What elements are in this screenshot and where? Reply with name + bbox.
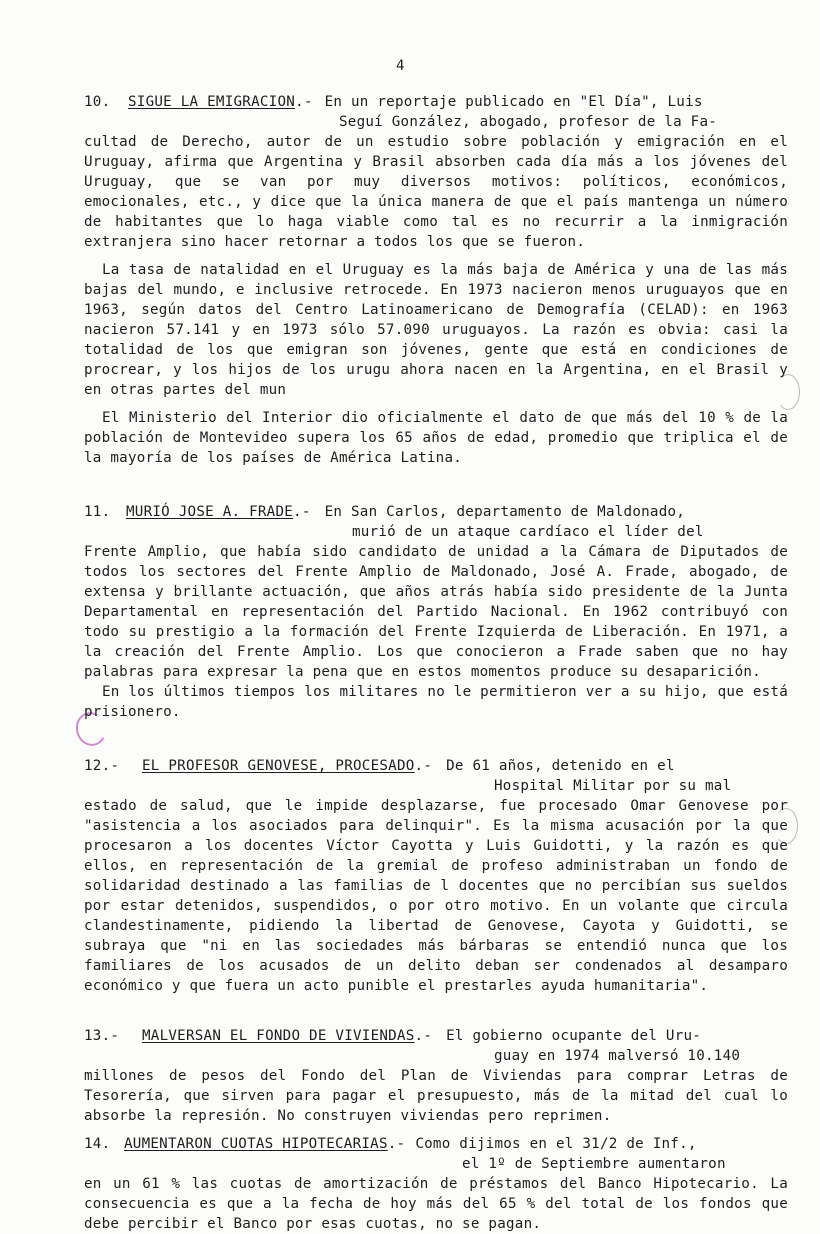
section-separator: .- xyxy=(414,758,433,774)
document-body xyxy=(84,92,788,1234)
section-title: EL PROFESOR GENOVESE, PROCESADO xyxy=(142,758,415,774)
section-paragraph: estado de salud, que le impide desplazarse, fue procesado Omar Genovese por "asistencia a los asociados para delinquir". Es la misma acusación por la que procesaron a los docentes Víctor Cayotta y Luis Guidotti, y la razón es que ellos, en representación de la gremial de profeso administraban un fondo de solidaridad destinado a las familias de l docentes que no percibían sus sueldos por estar detenidos, suspendidos, o por otro motivo. En un volante que circula clandestinamente, pidiendo la libertad de Genovese, Cayota y Guidotti, se subraya que "ni en las sociedades más bárbaras se entendió nunca que los familiares de los acusados de un delito deban ser condenados al desamparo económico y que fuera un acto punible el prestarles ayuda humanitaria". xyxy=(84,798,788,994)
section-lead-line: En un reportaje publicado en "El Día", Luis xyxy=(324,94,703,110)
section-heading xyxy=(84,1134,788,1154)
section-heading xyxy=(84,92,788,112)
section-11 xyxy=(84,502,788,722)
section-number: 14. xyxy=(84,1136,111,1152)
section-separator: .- xyxy=(387,1136,406,1152)
section-paragraph: El Ministerio del Interior dio oficialmente el dato de que más del 10 % de la población de Montevideo supera los 65 años de edad, promedio que triplica el de la mayoría de los países de América Latina. xyxy=(84,410,788,466)
section-title: SIGUE LA EMIGRACION xyxy=(128,94,296,110)
section-12 xyxy=(84,756,788,996)
section-paragraph: millones de pesos del Fondo del Plan de Viviendas para comprar Letras de Tesorería, que sirven para pagar el presupuesto, más de la mitad del cual lo absorbe la represión. No construyen viviendas pero reprimen. xyxy=(84,1068,788,1124)
section-second-line: Hospital Militar por su mal xyxy=(494,778,732,794)
section-paragraph: Frente Amplio, que había sido candidato de unidad a la Cámara de Diputados de todos los sectores del Frente Amplio de Maldonado, José A. Frade, abogado, de extensa y brillante actuación, que años atrás había sido presidente de la Junta Departamental en representación del Partido Nacional. En 1962 contribuyó con todo su prestigio a la formación del Frente Izquierda de Liberación. En 1971, a la creación del Frente Amplio. Los que conocieron a Frade saben que no hay palabras para expresar la pena que en estos momentos produce su desaparición. xyxy=(84,544,788,680)
section-second-line: Seguí González, abogado, profesor de la Fa- xyxy=(339,114,718,130)
section-heading xyxy=(84,1026,788,1046)
section-number: 13.- xyxy=(84,1028,120,1044)
section-paragraph: La tasa de natalidad en el Uruguay es la más baja de América y una de las más bajas del mundo, e inclusive retrocede. En 1973 nacieron menos uruguayos que en 1963, según datos del Centro Latinoamericano de Demografía (CELAD): en 1963 nacieron 57.141 y en 1973 sólo 57.090 uruguayos. La razón es obvia: casi la totalidad de los que emigran son jóvenes, gente que está en condiciones de procrear, y los hijos de los urugu ahora nacen en la Argentina, en el Brasil y en otras partes del mun xyxy=(84,262,788,398)
section-number: 11. xyxy=(84,504,111,520)
section-separator: .- xyxy=(293,504,311,520)
section-second-line: el 1º de Septiembre aumentaron xyxy=(462,1156,726,1172)
section-lead-line: De 61 años, detenido en el xyxy=(446,758,675,774)
page-number: 4 xyxy=(396,58,405,74)
section-number: 10. xyxy=(84,94,111,110)
section-lead-line: Como dijimos en el 31/2 de Inf., xyxy=(415,1136,697,1152)
section-lead-line: En San Carlos, departamento de Maldonado, xyxy=(324,504,686,520)
section-lead-line: El gobierno ocupante del Uru- xyxy=(446,1028,702,1044)
section-number: 12.- xyxy=(84,758,120,774)
section-second-line: guay en 1974 malversó 10.140 xyxy=(494,1048,741,1064)
section-separator: .- xyxy=(295,94,313,110)
section-10 xyxy=(84,92,788,468)
section-14 xyxy=(84,1134,788,1234)
section-title: MALVERSAN EL FONDO DE VIVIENDAS xyxy=(142,1028,415,1044)
section-13 xyxy=(84,1026,788,1126)
section-heading xyxy=(84,756,788,776)
section-title: MURIÓ JOSE A. FRADE xyxy=(126,504,294,520)
section-paragraph: en un 61 % las cuotas de amortización de préstamos del Banco Hipotecario. La consecuencia es que a la fecha de hoy más del 65 % del total de los fondos que debe percibir el Banco por esas cuotas, no se pagan. xyxy=(84,1176,788,1232)
section-separator: .- xyxy=(414,1028,433,1044)
section-title: AUMENTARON CUOTAS HIPOTECARIAS xyxy=(124,1136,388,1152)
section-heading xyxy=(84,502,788,522)
section-paragraph: En los últimos tiempos los militares no le permitieron ver a su hijo, que está prisionero. xyxy=(84,684,788,720)
section-paragraph: cultad de Derecho, autor de un estudio sobre población y emigración en el Uruguay, afirma que Argentina y Brasil absorben cada día más a los jóvenes del Uruguay, que se van por muy diversos motivos: políticos, económicos, emocionales, etc., y dice que la única manera de que el país mantenga un número de habitantes que lo haga viable como tal es no recurrir a la inmigración extranjera sino hacer retornar a todos los que se fueron. xyxy=(84,134,788,250)
section-second-line: murió de un ataque cardíaco el líder del xyxy=(352,524,704,540)
